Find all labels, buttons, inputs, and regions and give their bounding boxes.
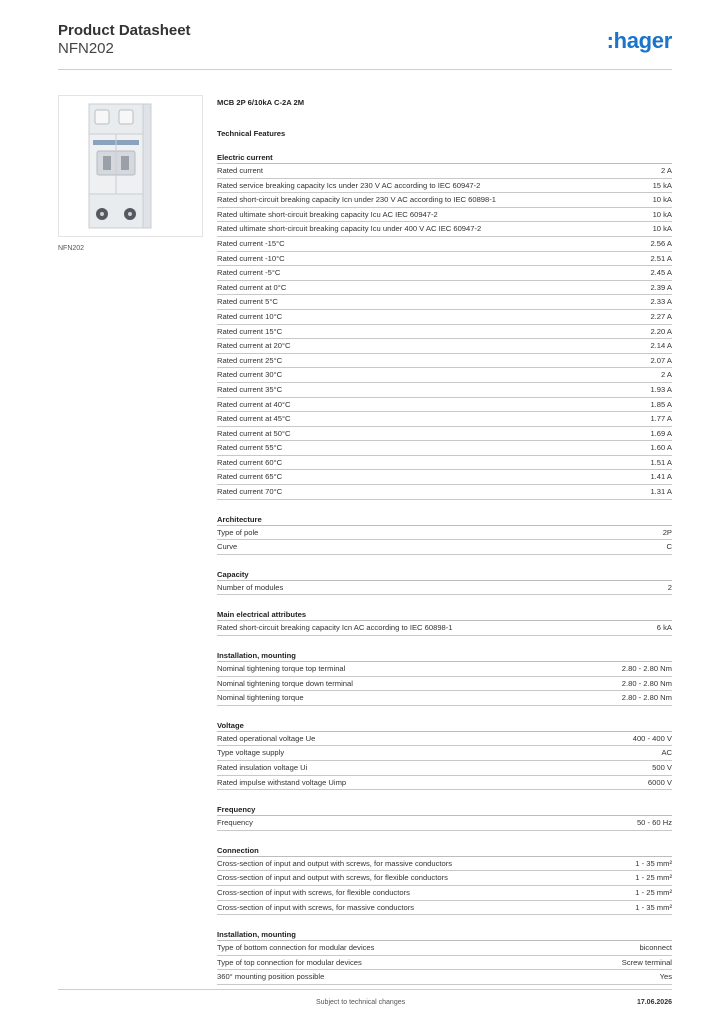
spec-row (217, 179, 672, 194)
spec-row (217, 871, 672, 886)
spec-row (217, 252, 672, 267)
spec-value: 1.60 A (650, 443, 672, 453)
spec-value: AC (661, 748, 672, 758)
spec-label: Curve (217, 542, 238, 552)
spec-value: 2 (667, 582, 672, 592)
spec-row (217, 266, 672, 281)
spec-value: 400 - 400 V (632, 733, 672, 743)
spec-label: Rated current 65°C (217, 472, 283, 482)
spec-row (217, 222, 672, 237)
spec-value: 1.51 A (650, 457, 672, 467)
section-title: Frequency (217, 804, 672, 816)
spec-row (217, 208, 672, 223)
spec-value: 2.80 - 2.80 Nm (621, 678, 672, 688)
spec-label: Rated current 10°C (217, 311, 283, 321)
section-title: Installation, mounting (217, 929, 672, 941)
spec-row (217, 886, 672, 901)
spec-value: 10 kA (652, 209, 672, 219)
spec-label: Cross-section of input and output with screws, for flexible conductors (217, 873, 448, 883)
spec-label: Rated current at 50°C (217, 428, 291, 438)
spec-row (217, 441, 672, 456)
spec-label: Rated current 60°C (217, 457, 283, 467)
spec-row (217, 621, 672, 636)
spec-row (217, 662, 672, 677)
spec-row (217, 295, 672, 310)
spec-label: Nominal tightening torque top terminal (217, 664, 346, 674)
technical-features-title: Technical Features (217, 129, 286, 138)
spec-value: 2 A (661, 370, 672, 380)
section-title: Voltage (217, 720, 672, 732)
spec-label: Frequency (217, 818, 253, 828)
circuit-breaker-image (59, 96, 202, 236)
spec-row (217, 412, 672, 427)
spec-label: Rated current 55°C (217, 443, 283, 453)
spec-value: Screw terminal (621, 957, 672, 967)
spec-value: 1.77 A (650, 414, 672, 424)
spec-section (217, 514, 672, 555)
spec-section (217, 845, 672, 915)
spec-row (217, 746, 672, 761)
spec-value: 2.07 A (650, 355, 672, 365)
spec-row (217, 325, 672, 340)
spec-row (217, 901, 672, 916)
doc-subtitle: NFN202 (58, 40, 114, 57)
spec-label: Rated current -15°C (217, 238, 285, 248)
spec-row (217, 691, 672, 706)
spec-row (217, 456, 672, 471)
spec-value: biconnect (639, 943, 672, 953)
spec-row (217, 383, 672, 398)
page-header (58, 22, 672, 70)
spec-value: 1 - 35 mm² (635, 858, 672, 868)
spec-value: 2.14 A (650, 341, 672, 351)
spec-value: 2.27 A (650, 311, 672, 321)
spec-section (217, 929, 672, 985)
spec-row (217, 970, 672, 985)
spec-label: Rated impulse withstand voltage Uimp (217, 777, 347, 787)
spec-value: 1.93 A (650, 384, 672, 394)
spec-label: Type of pole (217, 527, 259, 537)
spec-value: 2.39 A (650, 282, 672, 292)
spec-value: 1.85 A (650, 399, 672, 409)
spec-value: 10 kA (652, 224, 672, 234)
spec-row (217, 677, 672, 692)
spec-label: Nominal tightening torque (217, 693, 304, 703)
spec-value: 2.80 - 2.80 Nm (621, 693, 672, 703)
spec-label: Rated ultimate short-circuit breaking capacity Icu AC IEC 60947-2 (217, 209, 438, 219)
spec-label: Rated current -10°C (217, 253, 285, 263)
spec-label: Rated current -5°C (217, 268, 281, 278)
spec-label: Number of modules (217, 582, 284, 592)
spec-sections (217, 152, 672, 985)
spec-row (217, 956, 672, 971)
section-title: Architecture (217, 514, 672, 526)
spec-label: Rated current (217, 166, 264, 175)
spec-label: Rated current 15°C (217, 326, 283, 336)
spec-row (217, 339, 672, 354)
section-title: Electric current (217, 152, 672, 164)
page-footer (58, 989, 672, 1019)
doc-title: Product Datasheet (58, 22, 191, 39)
spec-label: Rated current 25°C (217, 355, 283, 365)
spec-value: 2.51 A (650, 253, 672, 263)
footer-note: Subject to technical changes (316, 999, 406, 1006)
spec-value: C (666, 542, 672, 552)
spec-section (217, 650, 672, 706)
spec-row (217, 237, 672, 252)
spec-section (217, 152, 672, 500)
spec-value: 1.69 A (650, 428, 672, 438)
spec-value: 1 - 35 mm² (635, 902, 672, 912)
spec-row (217, 941, 672, 956)
spec-label: Type of top connection for modular devices (217, 957, 362, 967)
section-title: Main electrical attributes (217, 609, 672, 621)
spec-row (217, 776, 672, 791)
spec-row (217, 732, 672, 747)
spec-value: 500 V (652, 763, 672, 772)
section-title: Installation, mounting (217, 650, 672, 662)
product-name: MCB 2P 6/10kA C-2A 2M (217, 98, 305, 107)
spec-label: Type voltage supply (217, 748, 285, 758)
spec-row (217, 526, 672, 541)
hager-logo: :hager (606, 28, 672, 53)
spec-label: Rated current 35°C (217, 384, 283, 394)
spec-row (217, 540, 672, 555)
spec-label: Rated current 30°C (217, 370, 283, 380)
spec-value: 2 A (661, 166, 672, 175)
datasheet-content (217, 96, 672, 985)
spec-value: 2P (662, 527, 672, 537)
spec-value: 1 - 25 mm² (635, 887, 672, 897)
spec-value: 1.31 A (650, 487, 672, 497)
spec-row (217, 193, 672, 208)
section-title: Connection (217, 845, 672, 857)
spec-section (217, 804, 672, 831)
spec-label: Rated current at 0°C (217, 282, 287, 292)
spec-row (217, 816, 672, 831)
spec-label: Cross-section of input with screws, for flexible conductors (217, 887, 410, 897)
product-image (58, 95, 203, 237)
spec-label: Rated current at 40°C (217, 399, 291, 409)
spec-label: 360° mounting position possible (217, 972, 325, 982)
spec-label: Rated current 5°C (217, 297, 278, 307)
spec-value: 10 kA (652, 195, 672, 205)
spec-value: 1.41 A (650, 472, 672, 482)
spec-row (217, 581, 672, 596)
spec-section (217, 609, 672, 636)
spec-value: 50 - 60 Hz (636, 818, 672, 828)
spec-value: 6 kA (656, 623, 672, 633)
spec-row (217, 281, 672, 296)
spec-label: Cross-section of input and output with screws, for massive conductors (217, 858, 453, 868)
spec-row (217, 761, 672, 776)
spec-label: Rated current 70°C (217, 487, 283, 497)
spec-value: 2.45 A (650, 268, 672, 278)
spec-value: Yes (659, 972, 672, 982)
image-caption: NFN202 (58, 245, 85, 252)
spec-value: 6000 V (647, 777, 672, 787)
spec-label: Rated ultimate short-circuit breaking capacity Icu under 400 V AC IEC 60947-2 (217, 224, 482, 234)
spec-label: Rated short-circuit breaking capacity Icn under 230 V AC according to IEC 60898-1 (217, 195, 497, 205)
spec-label: Type of bottom connection for modular devices (217, 943, 375, 953)
spec-value: 2.80 - 2.80 Nm (621, 664, 672, 674)
spec-section (217, 569, 672, 596)
spec-value: 15 kA (652, 180, 672, 190)
spec-label: Rated current at 45°C (217, 414, 291, 424)
spec-row (217, 427, 672, 442)
spec-row (217, 470, 672, 485)
spec-value: 2.33 A (650, 297, 672, 307)
spec-value: 2.20 A (650, 326, 672, 336)
spec-label: Nominal tightening torque down terminal (217, 678, 353, 688)
spec-row (217, 164, 672, 179)
product-image-column (58, 95, 203, 252)
footer-date: 17.06.2026 (636, 999, 672, 1006)
spec-label: Rated short-circuit breaking capacity Icn AC according to IEC 60898-1 (217, 623, 453, 633)
spec-section (217, 720, 672, 790)
section-title: Capacity (217, 569, 672, 581)
spec-row (217, 368, 672, 383)
spec-label: Rated current at 20°C (217, 341, 291, 351)
spec-label: Rated insulation voltage Ui (217, 763, 308, 772)
spec-value: 2.56 A (650, 238, 672, 248)
spec-row (217, 857, 672, 872)
spec-row (217, 310, 672, 325)
spec-row (217, 354, 672, 369)
spec-row (217, 398, 672, 413)
spec-value: 1 - 25 mm² (635, 873, 672, 883)
spec-label: Cross-section of input with screws, for massive conductors (217, 902, 415, 912)
spec-label: Rated operational voltage Ue (217, 733, 316, 743)
spec-row (217, 485, 672, 500)
spec-label: Rated service breaking capacity Ics under 230 V AC according to IEC 60947-2 (217, 180, 481, 190)
